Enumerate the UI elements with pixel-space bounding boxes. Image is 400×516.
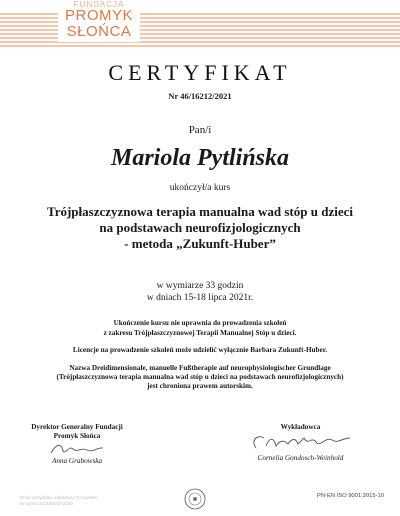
director-role-line-1: Dyrektor Generalny Fundacji bbox=[31, 423, 123, 431]
rights-line-3: jest chroniona prawem autorskim. bbox=[147, 382, 253, 390]
director-signature-block bbox=[12, 423, 142, 466]
course-hours: w wymiarze 33 godzin bbox=[156, 281, 244, 291]
recipient-name: Mariola Pytlińska bbox=[110, 145, 290, 171]
logo-top-text: FUNDACJA bbox=[73, 0, 125, 8]
lecturer-signature-block bbox=[243, 423, 358, 463]
director-signature bbox=[47, 441, 107, 457]
course-duration bbox=[0, 280, 400, 304]
rights-line-2: (Trójpłaszczyznowa terapia manualna wad stóp u dzieci na podstawach neurofizjologicznych) bbox=[56, 373, 344, 381]
director-name: Anna Grabowska bbox=[51, 457, 103, 465]
course-line-3: - metoda „Zukunft-Huber” bbox=[124, 236, 276, 251]
logo-line-2: SŁOŃCA bbox=[66, 23, 132, 40]
iso-certification: PN-EN ISO 9001:2015-10 bbox=[316, 493, 384, 499]
course-line-2: na podstawach neurofizjologicznych bbox=[99, 220, 301, 235]
logo-line-1: PROMYK bbox=[64, 7, 133, 24]
completed-label: ukończył/a kurs bbox=[169, 183, 231, 193]
lecturer-role: Wykładowca bbox=[280, 423, 321, 431]
fine-print-line-1: Wzór certyfikatu zgłoszony do rejestru bbox=[20, 495, 98, 500]
course-line-1: Trójpłaszczyznowa terapia manualna wad stóp u dzieci bbox=[47, 204, 353, 219]
fine-print-line-2: Nr wzoru 2/14/04/07/2020 bbox=[20, 501, 73, 506]
copyright-statement bbox=[0, 364, 400, 391]
lecturer-signature bbox=[246, 432, 356, 454]
certificate-title: CERTYFIKAT bbox=[108, 60, 292, 85]
course-dates: w dniach 15-18 lipca 2021r. bbox=[146, 293, 254, 303]
template-registration-note bbox=[20, 495, 98, 507]
foundation-seal bbox=[184, 488, 206, 510]
rights-line-1: Nazwa Dreidimensionale, manuelle Fußtherapie auf neurophysiologischer Grundlage bbox=[69, 364, 331, 372]
training-notice bbox=[0, 318, 400, 338]
course-title bbox=[0, 204, 400, 252]
notice-line-1: Ukończenie kursu nie uprawnia do prowadzenia szkoleń bbox=[113, 319, 287, 327]
lecturer-name: Cornelia Gondosch-Weinhold bbox=[257, 454, 344, 462]
foundation-logo bbox=[58, 0, 140, 42]
license-statement: Licencje na prowadzenie szkoleń może udzielić wyłącznie Barbara Zukunft-Huber. bbox=[72, 346, 328, 354]
director-role-line-2: Promyk Słońca bbox=[53, 432, 101, 440]
salutation: Pan/i bbox=[188, 124, 212, 136]
notice-line-2: z zakresu Trójpłaszczyznowej Terapii Manualnej Stóp u dzieci. bbox=[103, 329, 297, 337]
certificate-number: Nr 46/16212/2021 bbox=[168, 91, 232, 101]
